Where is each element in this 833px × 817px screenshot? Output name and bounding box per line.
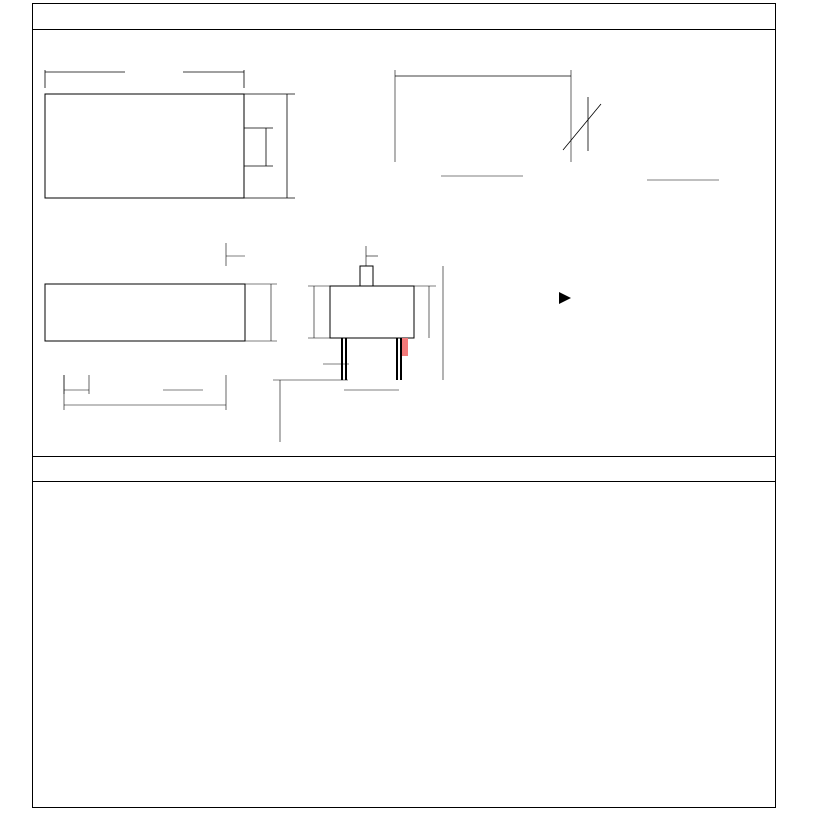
dimensions-drawings	[33, 30, 775, 457]
selected-row-arrow	[559, 292, 571, 304]
datasheet	[32, 3, 776, 808]
pcb-layout	[395, 70, 601, 176]
specifications-header	[33, 456, 775, 482]
side-view	[45, 243, 277, 410]
front-view	[273, 246, 443, 442]
top-view	[45, 70, 295, 198]
drawing-canvas	[33, 30, 777, 456]
dimensions-header	[33, 4, 775, 30]
